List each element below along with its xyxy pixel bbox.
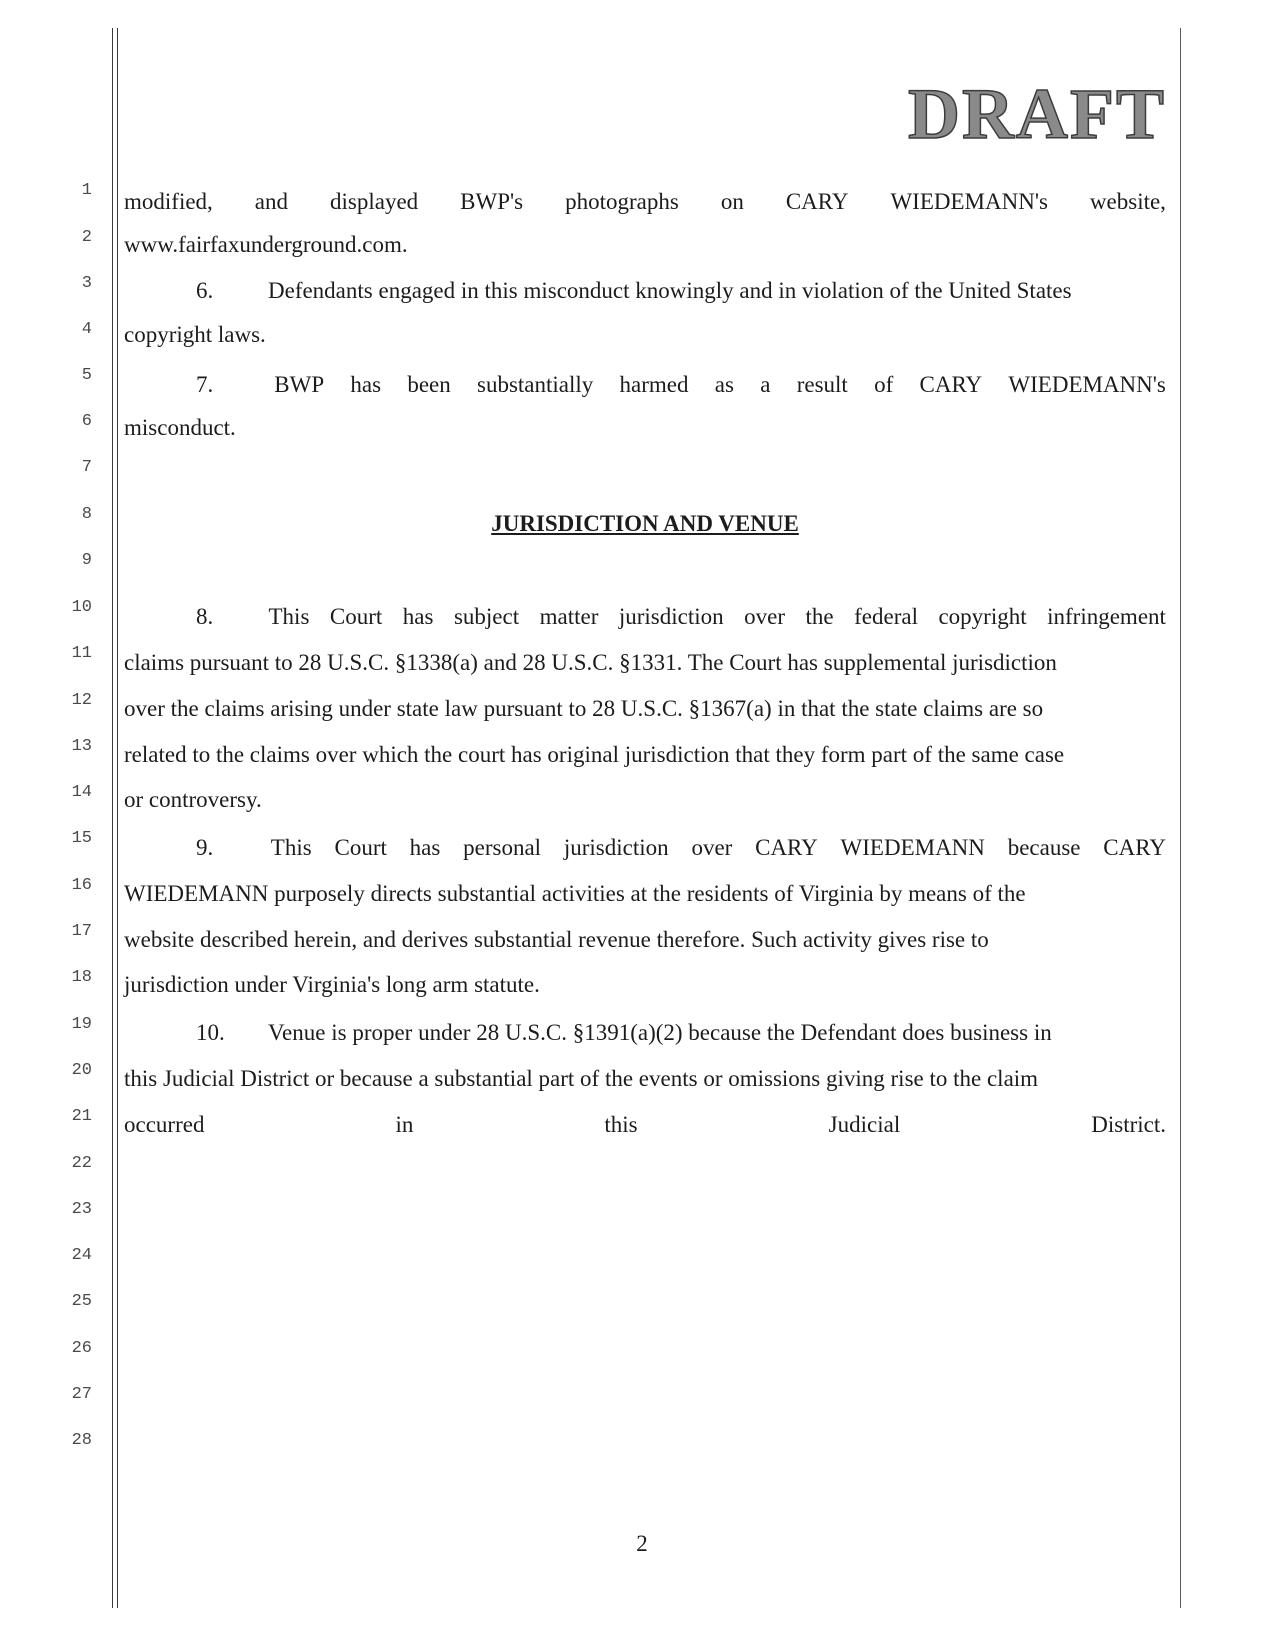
word: CARY — [1103, 835, 1166, 860]
word: copyright — [938, 604, 1027, 629]
word: This — [270, 835, 312, 860]
word: jurisdiction — [618, 604, 724, 629]
line-number: 15 — [71, 829, 92, 848]
line-number: 2 — [81, 228, 92, 247]
line-number: 16 — [71, 876, 92, 895]
word: been — [407, 372, 451, 397]
word: WIEDEMANN's — [1008, 372, 1166, 397]
line-number: 1 — [81, 181, 92, 200]
word: jurisdiction — [563, 835, 669, 860]
line-number: 27 — [71, 1385, 92, 1404]
line-number: 8 — [81, 505, 92, 524]
line-number: 21 — [71, 1107, 92, 1126]
paragraph-number-6: 6. — [196, 278, 214, 303]
line-number: 14 — [71, 783, 92, 802]
text-line-15 — [124, 836, 1166, 859]
word: has — [350, 372, 382, 397]
text-line-11: claims pursuant to 28 U.S.C. §1338(a) and 28 U.S.C. §1331. The Court has supplemental jurisdiction — [124, 650, 1057, 675]
paragraph-number: 8. — [196, 604, 214, 629]
word: CARY — [919, 372, 983, 397]
text-line-13: related to the claims over which the court has original jurisdiction that they form part of the same case — [124, 742, 1065, 767]
word: CARY — [785, 189, 849, 214]
left-margin-rule-inner — [117, 28, 118, 1608]
word: the — [805, 604, 834, 629]
word: displayed — [330, 189, 419, 214]
paragraph-number: 7. — [196, 372, 214, 397]
word: This — [268, 604, 310, 629]
section-heading: JURISDICTION AND VENUE — [491, 511, 799, 536]
word: occurred — [124, 1112, 205, 1137]
word: Court — [334, 835, 387, 860]
text-line-21 — [124, 1113, 1166, 1136]
line-number: 11 — [71, 644, 92, 663]
text-line-4: copyright laws. — [124, 322, 266, 347]
line-number: 24 — [71, 1246, 92, 1265]
word: WIEDEMANN's — [890, 189, 1048, 214]
page-number: 2 — [636, 1531, 648, 1556]
word: District. — [1091, 1112, 1166, 1137]
line-number: 19 — [71, 1015, 92, 1034]
line-number: 5 — [81, 366, 92, 385]
word: a — [760, 372, 771, 397]
word: federal — [854, 604, 918, 629]
word: has — [402, 604, 434, 629]
line-number: 12 — [71, 691, 92, 710]
line-number: 10 — [71, 598, 92, 617]
word: harmed — [619, 372, 689, 397]
line-number: 6 — [81, 412, 92, 431]
word: over — [691, 835, 733, 860]
text-line-10 — [124, 605, 1166, 628]
text-line-6: misconduct. — [124, 415, 236, 440]
line-number: 28 — [71, 1431, 92, 1450]
word: this — [604, 1112, 638, 1137]
text-line-1 — [124, 190, 1166, 213]
text-line-20: this Judicial District or because a substantial part of the events or omissions giving rise to the claim — [124, 1066, 1039, 1091]
word: matter — [539, 604, 599, 629]
word: has — [409, 835, 441, 860]
word: Court — [329, 604, 383, 629]
word: because — [1007, 835, 1081, 860]
word: subject — [453, 604, 520, 629]
line-number: 20 — [71, 1061, 92, 1080]
text-line-5 — [124, 373, 1166, 396]
text-line-14: or controversy. — [124, 787, 262, 812]
word: infringement — [1047, 604, 1166, 629]
right-margin-rule — [1180, 28, 1181, 1608]
line-number: 25 — [71, 1292, 92, 1311]
word: and — [254, 189, 289, 214]
line-number: 7 — [81, 458, 92, 477]
word: in — [395, 1112, 414, 1137]
paragraph-10-text: Venue is proper under 28 U.S.C. §1391(a)(2) because the Defendant does business in — [268, 1020, 1052, 1045]
word: Judicial — [828, 1112, 901, 1137]
word: personal — [463, 835, 542, 860]
line-number: 23 — [71, 1200, 92, 1219]
word: over — [744, 604, 786, 629]
text-line-19 — [124, 1021, 1166, 1044]
line-number: 26 — [71, 1339, 92, 1358]
word: WIEDEMANN — [840, 835, 985, 860]
draft-stamp: DRAFT — [908, 74, 1166, 154]
word: website, — [1089, 189, 1166, 214]
line-number: 22 — [71, 1154, 92, 1173]
line-number: 3 — [81, 274, 92, 293]
text-line-12: over the claims arising under state law pursuant to 28 U.S.C. §1367(a) in that the state claims are so — [124, 696, 1044, 721]
text-line-18: jurisdiction under Virginia's long arm statute. — [124, 972, 540, 997]
line-number: 4 — [81, 320, 92, 339]
line-number: 9 — [81, 551, 92, 570]
paragraph-number: 9. — [196, 835, 214, 860]
word: modified, — [124, 189, 213, 214]
word: CARY — [755, 835, 818, 860]
text-line-2: www.fairfaxunderground.com. — [124, 232, 408, 257]
word: on — [720, 189, 744, 214]
word: of — [874, 372, 894, 397]
word: photographs — [565, 189, 679, 214]
text-line-3 — [124, 279, 1166, 302]
text-line-16: WIEDEMANN purposely directs substantial activities at the residents of Virginia by means of the — [124, 881, 1026, 906]
line-number-column — [0, 0, 100, 1629]
line-number: 18 — [71, 968, 92, 987]
paragraph-number-10: 10. — [196, 1020, 225, 1045]
word: BWP's — [460, 189, 524, 214]
word: BWP — [274, 372, 325, 397]
line-number: 17 — [71, 922, 92, 941]
text-line-17: website described herein, and derives substantial revenue therefore. Such activity gives rise to — [124, 927, 989, 952]
line-number: 13 — [71, 737, 92, 756]
word: result — [796, 372, 848, 397]
paragraph-6-text: Defendants engaged in this misconduct knowingly and in violation of the United States — [268, 278, 1072, 303]
left-margin-rule-outer — [112, 28, 113, 1608]
word: as — [714, 372, 734, 397]
word: substantially — [477, 372, 594, 397]
